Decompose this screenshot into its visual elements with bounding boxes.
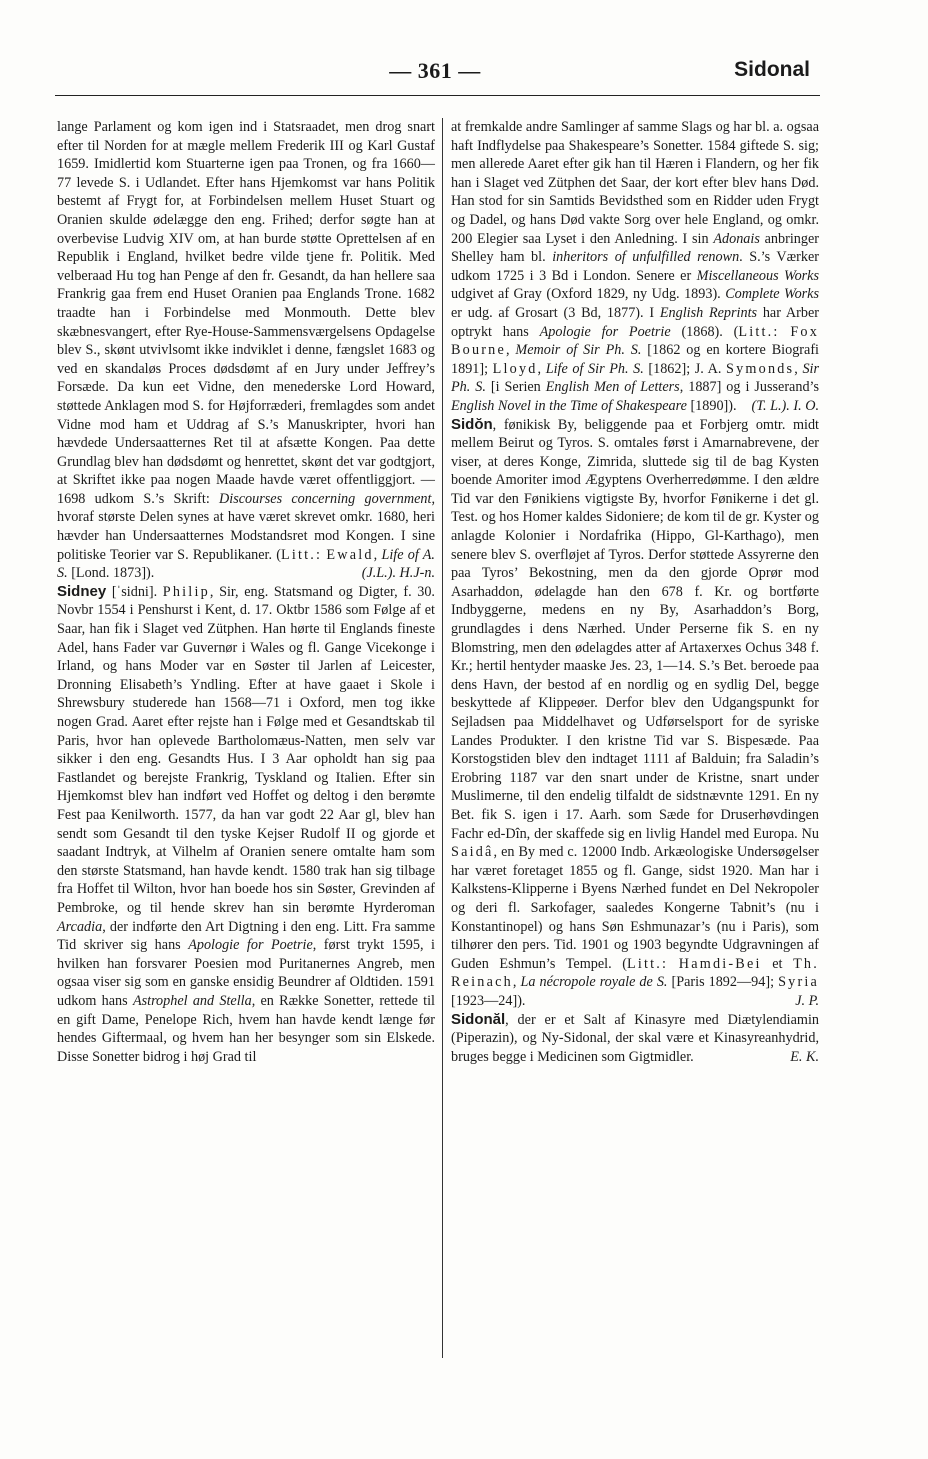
author-signature: (J.L.). H.J-n. — [361, 565, 435, 582]
entry-sidonal: Sidonăl, der er et Salt af Kinasyre med Diætylendiamin (Piperazin), og Ny-Sidonal, der skal være et Kinasyreanhydrid, bruges begge i Medicinen som Gigtmidler. E. K. — [451, 1010, 819, 1065]
headword-sidonal: Sidonăl — [451, 1010, 506, 1028]
author-signature: (T. L.). I. O. — [751, 397, 819, 414]
headword-sidon: Sidŏn — [451, 415, 493, 433]
entry-continuation-sidney-algernon: lange Parlament og kom igen ind i Statsraadet, men drog snart efter til Norden for at mægle mellem Frederik III og Karl Gustaf 1659. Imidlertid kom Stuarterne igen paa Tronen, og fra 1660—77 levede S. i Udlandet. Efter hans Hjemkomst var hans Politik bestemt af Frygt for, at Forbindelsen mellem Huset Stuart og Oranien skulde ødelægge den eng. Frihed; derfor søgte han at overbevise Ludvig XIV om, at han burde støtte Oprettelsen af en Republik i England, hvilket bedre vilde tjene fr. Politik. Med velberaad Hu tog han Penge af den fr. Gesandt, da han hellere saa Frankrig gaa frem end Huset Oranien paa Englands Trone. 1682 traadte han i Forbindelse med Monmouth. Dette blev skæbnesvangert, efter Rye-House-Sammensværgelsens Opdagelse blev S., skønt utvivlsomt ikke indviklet i denne, fængslet 1683 og ved en skandaløs Proces dødsdømt af en Jury under Jeffrey’s Forsæde. Da kun eet Vidne, den menederske Lord Howard, støttede Anklagen mod S. for Højforræderi, fremlagdes som andet Vidne mod ham et Uddrag af S.’s Manuskripter, hvori han hævdede Undersaatternes Ret til at afsætte Kongen. Paa dette Grundlag blev han dødsdømt og henrettet, skønt det var godtgjort, at Skriftet ikke paa nogen Maade havde været offentliggjort. — 1698 udkom S.’s Skrift: Discourses concerning government, hvoraf største Delen synes at have været skrevet omkr. 1680, heri hævder han Undersaatternes Modstandsret mod Kongen. I sine politiske Teorier var S. Republikaner. (Litt.: Ewald, Life of A. S. [Lond. 1873]). (J.L.). H.J-n. — [57, 119, 435, 582]
author-signature: J. P. — [795, 992, 819, 1009]
running-head: Sidonal — [734, 58, 810, 81]
page-number: — 361 — — [389, 58, 481, 83]
right-column — [451, 118, 819, 1066]
author-signature: E. K. — [790, 1048, 819, 1065]
entry-sidon: Sidŏn, fønikisk By, beliggende paa et Forbjerg omtr. midt mellem Beirut og Tyros. S. omtales først i Amarnabrevene, der viser, at deres Konge, Zimrida, sluttede sig til de bag Kysten boende Amoriter imod Ægyptens Overherredømme. I den ældre Tid var den Fønikiens vigtigste By, hvorfor Fønikerne i det gl. Test. og hos Homer kaldes Sidoniere; de kom til de gr. Kyster og anlagde Kolonier i Nordafrika (Hippo, Gl-Karthago), men senere blev S. overfløjet af Tyros. Derfor støttede Assyrerne den paa Tyros’ Bekostning, men da den gjorde Oprør mod Asarhaddon, ødelagde han den 678 f. Kr. og bortførte Indbyggerne, medens en ny By, Asarhaddon’s Borg, grundlagdes i dens Nærhed. Under Perserne fik S. en ny Blomstring, men den ødelagdes atter af Artaxerxes Ochus 348 f. Kr.; hertil hentyder maaske Jes. 23, 1—14. S.’s Bet. beroede paa dens Havn, der bestod af en nordlig og en sydlig Del, begge beskyttede af Klippeøer. Derfor blev den Udgangspunkt for Sejladsen paa Middelhavet og Udførselsport for de syriske Landes Produkter. I den kristne Tid var S. Bispesæde. Paa Korstogstiden blev den indtaget 1111 af Balduin; fra Saladin’s Erobring 1187 var den snart under de Kristne, snart under Muslimerne, til den endelig tilfaldt de sidstnævnte 1291. En ny Bet. fik S. igen i 17. Aarh. som Sæde for Druserhøvdingen Fachr ed-Dîn, der skaffede sig en livlig Handel med Europa. Nu Saidâ, en By med c. 12000 Indb. Arkæologiske Undersøgelser har været foretaget 1855 og fl. Gange, sidst 1920. Man har i Kalkstens-Klipperne i Byens Nærhed fundet en Del Nekropoler og deri fl. Sarkofager, saaledes Kongerne Tabnit’s (nu i Konstantinopel) og hans Søn Eshmunazar’s (nu i Paris), som tilhører den pers. Tid. 1901 og 1903 begyndte Udgravningen af Guden Eshmun’s Tempel. (Litt.: Hamdi-Bei et Th. Reinach, La nécropole royale de S. [Paris 1892—94]; Syria [1923—24]). J. P. — [451, 415, 820, 1009]
entry-sidney-philip: Sidney [ˈsidni]. Philip, Sir, eng. Statsmand og Digter, f. 30. Novbr 1554 i Penshurst i Kent, d. 17. Oktbr 1586 som Følge af et Saar, han fik i Slaget ved Zütphen. Han hørte til Englands fineste Adel, hans Fader var Guvernør i Wales og fl. Gange Vicekonge i Irland, og hans Moder var en Søster til Jarlen af Leicester, Dronning Elisabeth’s Yndling. Efter at have gaaet i Skole i Shrewsbury studerede han 1568—71 i Oxford, men tog ikke nogen Grad. Aaret efter rejste han i Følge med et Gesandtskab til Paris, hvor han oplevede Bartholomæus-Natten, men selv var sikker i den eng. Gesandts Hus. I 3 Aar opholdt han sig paa Fastlandet og berejste Frankrig, Tyskland og Italien. Efter sin Hjemkomst blev han indført ved Hoffet og deltog i den berømte Fest paa Kenilworth. 1577, da han var godt 22 Aar gl, blev han sendt som Gesandt til den tyske Kejser Rudolf II og gjorde et saadant Indtryk, at Vilhelm af Oranien senere omtalte ham som den største Statsmand, han havde kendt. 1580 trak han sig tilbage fra Hoffet til Wilton, hvor han boede hos sin Søster, Grevinden af Pembroke, og til hende skrev han sin berømte Hyrderoman Arcadia, der indførte den Art Digtning i den eng. Litt. Fra samme Tid skriver sig hans Apologie for Poetrie, først trykt 1595, i hvilken han forsvarer Poesien mod Puritanernes Angreb, men ogsaa viser sig som en ganske ensidig Beundrer af Oldtiden. 1591 udkom hans Astrophel and Stella, en Række Sonetter, rettede til en gift Dame, Penelope Rich, hvem han havde kendt længe før hendes Giftermaal, og hvem han her besynger som sin Elskede. Disse Sonetter bidrog i høj Grad til — [57, 582, 435, 1065]
column-rule — [442, 118, 443, 1358]
headword-sidney: Sidney — [57, 582, 107, 600]
page-header — [0, 58, 928, 92]
left-column — [57, 118, 435, 1066]
entry-continuation-sidney-philip: at fremkalde andre Samlinger af samme Slags og har bl. a. ogsaa haft Indflydelse paa Shakespeare’s Sonetter. 1584 giftede S. sig; men allerede Aaret efter gik han til Hæren i Flandern, og her fik han i Slaget ved Zütphen det Saar, der kort efter blev hans Død. Han stod for sin Samtids Bevidsthed som en Ridder uden Frygt og Dadel, og hans Død vakte Sorg over hele England, og omkr. 200 Elegier saa Lyset i den Anledning. I sin Adonais anbringer Shelley ham bl. inheritors of unfulfilled renown. S.’s Værker udkom 1725 i 3 Bd i London. Senere er Miscellaneous Works udgivet af Gray (Oxford 1829, ny Udg. 1893). Complete Works er udg. af Grosart (3 Bd, 1877). I English Reprints har Arber optrykt hans Apologie for Poetrie (1868). (Litt.: Fox Bourne, Memoir of Sir Ph. S. [1862 og en kortere Biografi 1891]; Lloyd, Life of Sir Ph. S. [1862]; J. A. Symonds, Sir Ph. S. [i Serien English Men of Letters, 1887] og i Jusserand’s English Novel in the Time of Shakespeare [1890]). (T. L.). I. O. — [451, 119, 820, 414]
header-rule — [55, 95, 820, 96]
